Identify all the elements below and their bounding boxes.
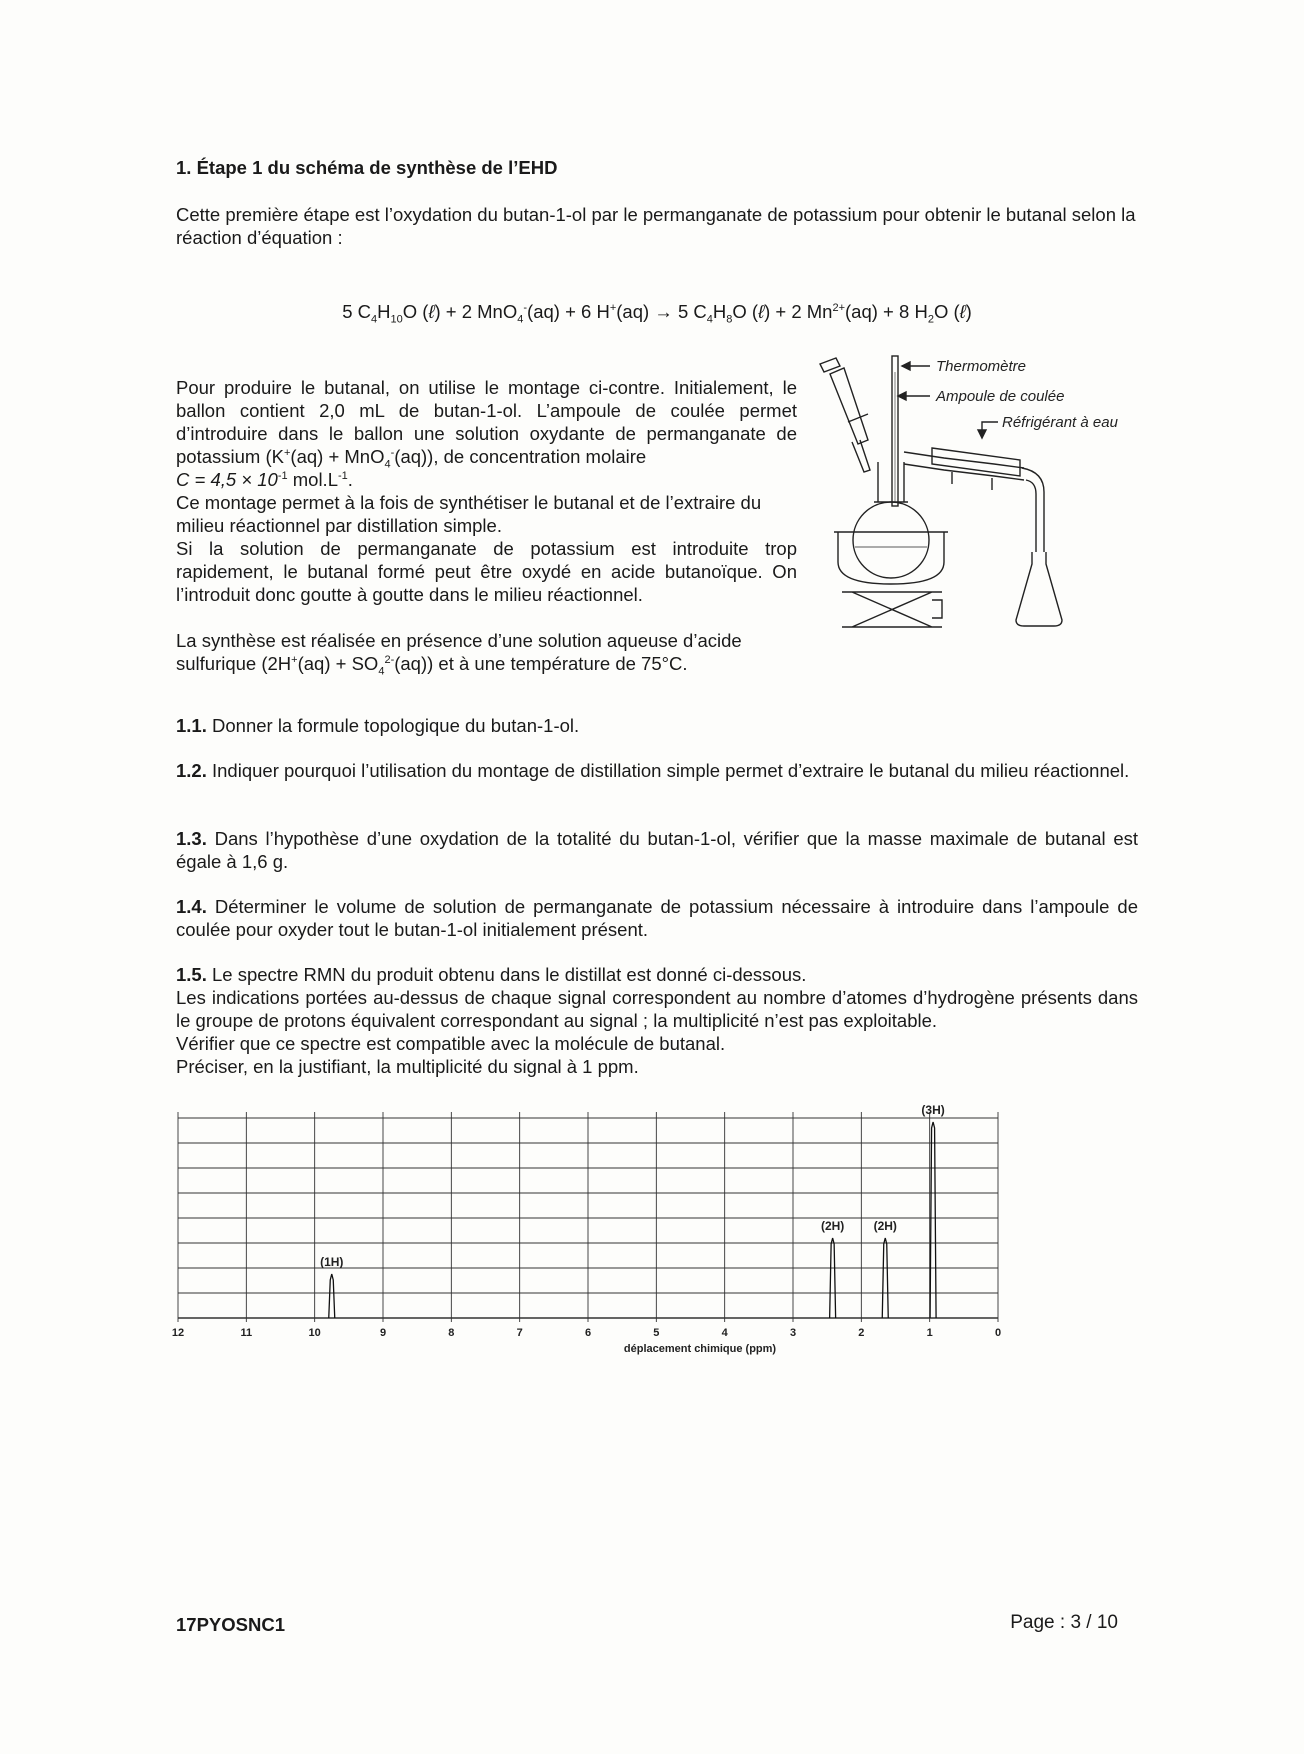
x-tick-label: 2 [858, 1327, 865, 1339]
erlenmeyer-shape [1016, 552, 1062, 626]
q15-line-3: Préciser, en la justifiant, la multiplicité du signal à 1 ppm. [176, 1056, 639, 1077]
round-flask-shape [853, 502, 929, 578]
question-1-3: 1.3. Dans l’hypothèse d’une oxydation de la totalité du butan-1-ol, vérifier que la masse maximale de butanal est égale à 1,6 g. [176, 828, 1139, 872]
peak-label: (3H) [921, 1103, 945, 1117]
nmr-peak [930, 1122, 936, 1318]
q15-line-1: Les indications portées au-dessus de chaque signal correspondent au nombre d’atomes d’hydrogène présents dans le groupe de protons équivalent correspondant au signal ; la multiplicité n’est pas exploitable. [176, 987, 1138, 1031]
question-1-2: 1.2. Indiquer pourquoi l’utilisation du montage de distillation simple permet d’extraire le butanal du milieu réactionnel. [176, 760, 1130, 781]
intro-text: Cette première étape est l’oxydation du butan-1-ol par le permanganate de potassium pour obtenir le butanal selon la réaction d’équation : [176, 204, 1136, 248]
x-tick-label: 12 [171, 1327, 185, 1339]
label-ampoule: Ampoule de coulée [936, 388, 1065, 405]
x-tick-label: 11 [240, 1327, 253, 1339]
footer-page: Page : 3 / 10 [1010, 1612, 1118, 1633]
dropping-funnel-shape [820, 358, 870, 472]
x-tick-label: 9 [379, 1327, 387, 1339]
nmr-peak [882, 1238, 888, 1318]
x-tick-label: 6 [584, 1327, 592, 1339]
question-1-1: 1.1. Donner la formule topologique du butan-1-ol. [176, 715, 580, 736]
x-tick-label: 8 [448, 1327, 455, 1339]
water-bath-shape [838, 532, 944, 584]
peak-label: (2H) [873, 1219, 897, 1233]
question-1-5: 1.5. Le spectre RMN du produit obtenu dans le distillat est donné ci-dessous. Les indications portées au-dessus de chaque signal correspondent au nombre d’atomes d’hydrogène présents dans le groupe de protons équivalent correspondant au signal ; la multiplicité n’est pas exploitable. Vérifier que ce spectre est compatible avec la molécule de butanal. Préciser, en la justifiant, la multiplicité du signal à 1 ppm. [176, 964, 1138, 1077]
nmr-spectrum-chart [170, 1100, 1130, 1360]
label-refrigerant: Réfrigérant à eau [1002, 414, 1118, 431]
x-tick-label: 5 [653, 1327, 660, 1339]
nmr-peak [329, 1274, 335, 1318]
x-axis-label: déplacement chimique (ppm) [623, 1343, 777, 1355]
x-tick-label: 1 [926, 1327, 933, 1339]
x-tick-label: 0 [994, 1327, 1002, 1339]
x-tick-label: 4 [721, 1327, 728, 1339]
label-thermometre: Thermomètre [936, 358, 1027, 375]
footer-code: 17PYOSNC1 [176, 1614, 285, 1635]
left-column [176, 376, 797, 678]
x-tick-label: 10 [308, 1327, 321, 1339]
nmr-peak [830, 1238, 836, 1318]
section-title: 1. Étape 1 du schéma de synthèse de l’EHD [176, 157, 558, 178]
paragraph-2: Ce montage permet à la fois de synthétiser le butanal et de l’extraire du milieu réactionnel par distillation simple. [176, 492, 762, 536]
peak-label: (2H) [820, 1219, 845, 1233]
question-1-4: 1.4. Déterminer le volume de solution de permanganate de potassium nécessaire à introduire dans l’ampoule de coulée pour oxyder tout le butan-1-ol initialement présent. [176, 896, 1139, 940]
paragraph-3: Si la solution de permanganate de potassium est introduite trop rapidement, le butanal formé peut être oxydé en acide butanoïque. On l’introduit donc goutte à goutte dans le milieu réactionnel. [176, 538, 797, 605]
reaction-equation: 5 $C_4H_{10}O$ (ℓ) + 2 MnO$_4$-(aq) + 6 H+(aq) → 5 $C_4H_8O$ (ℓ) + 2 $Mn^{2+}(aq) + 8$ $H_2O$ (ℓ) [342, 301, 972, 326]
condenser-shape [904, 452, 1024, 480]
peak-label: (1H) [320, 1255, 344, 1269]
x-tick-label: 3 [789, 1327, 797, 1339]
lab-jack-shape [842, 592, 942, 627]
distillation-apparatus-diagram [812, 352, 1132, 632]
x-tick-label: 7 [516, 1327, 523, 1339]
paragraph-4: La synthèse est réalisée en présence d’une solution aqueuse d’acide sulfurique $(2H^+(aq) + SO_4^{2-}(aq))$ et à une température de 75°C. [176, 630, 742, 678]
paragraph-1: Pour produire le butanal, on utilise le montage ci-contre. Initialement, le ballon contient 2,0 mL de butan-1-ol. L’ampoule de coulée permet d’introduire dans le ballon une solution oxydante de permanganate de potassium (K+(aq) + MnO$_4$-(aq)), de concentration molaire $C = 4,5 \times 10^{-1}$ $mol.L^{-1}$. [176, 377, 797, 490]
q15-line-2: Vérifier que ce spectre est compatible avec la molécule de butanal. [176, 1033, 726, 1054]
